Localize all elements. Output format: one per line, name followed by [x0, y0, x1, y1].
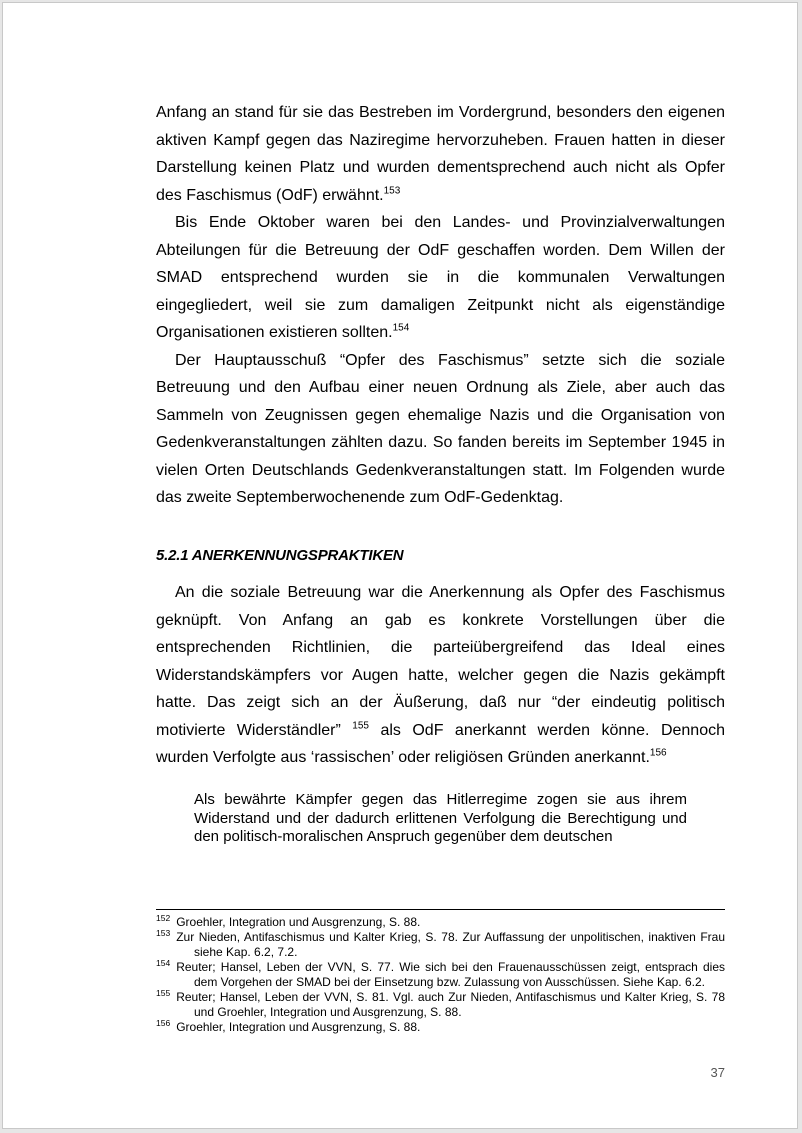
footnote-156 [156, 1020, 725, 1035]
footnote-152 [156, 915, 725, 930]
footnote-text: Groehler, Integration und Ausgrenzung, S. 88. [176, 1020, 421, 1034]
paragraph-2-text: Bis Ende Oktober waren bei den Landes- und Provinzialverwaltungen Abteilungen für die Betreuung der OdF geschaffen worden. Dem Willen der SMAD entsprechend wurden sie in die kommunalen Verwaltungen eingegliedert, weil sie zum damaligen Zeitpunkt nicht als eigenständige Organisationen existieren sollten. [156, 214, 725, 341]
footnote-155 [156, 990, 725, 1020]
section-body [156, 579, 725, 772]
block-quote: Als bewährte Kämpfer gegen das Hitlerregime zogen sie aus ihrem Widerstand und der dadurch erlittenen Verfolgung die Berechtigung und den politisch-moralischen Anspruch gegenüber dem deutschen [194, 791, 687, 845]
paragraph-1 [156, 99, 725, 209]
body-text [156, 99, 725, 512]
paragraph-1-text: Anfang an stand für sie das Bestreben im Vordergrund, besonders den eigenen aktiven Kampf gegen das Naziregime hervorzuheben. Frauen hatten in dieser Darstellung keinen Platz und wurden dementsprechend auch nicht als Opfer des Faschismus (OdF) erwähnt. [156, 104, 725, 204]
footnote-separator [156, 909, 725, 910]
footnote-number: 152 [156, 913, 171, 923]
paragraph-2 [156, 209, 725, 347]
footnote-ref-154[interactable]: 154 [392, 322, 410, 334]
page-number: 37 [710, 1065, 725, 1080]
footnote-154 [156, 960, 725, 990]
footnotes [156, 915, 725, 1035]
footnote-ref-153[interactable]: 153 [383, 185, 401, 197]
document-page [2, 2, 798, 1129]
paragraph-3 [156, 347, 725, 512]
section-paragraph-text-1: An die soziale Betreuung war die Anerkennung als Opfer des Faschismus geknüpft. Von Anfang an gab es konkrete Vorstellungen über die entsprechenden Richtlinien, die parteiübergreifend das Ideal eines Widerstandskämpfers vor Augen hatte, welcher gegen die Nazis gekämpft hatte. Das zeigt sich an der Äußerung, daß nur “der eindeutig politisch motivierte Widerständler” [156, 584, 725, 739]
footnote-text: Zur Nieden, Antifaschismus und Kalter Krieg, S. 78. Zur Auffassung der unpolitischen, inaktiven Frau siehe Kap. 6.2, 7.2. [176, 930, 725, 959]
footnote-number: 154 [156, 958, 171, 968]
footnote-text: Reuter; Hansel, Leben der VVN, S. 77. Wie sich bei den Frauenausschüssen zeigt, entsprach dies dem Vorgehen der SMAD bei der Einsetzung bzw. Zulassung von Ausschüssen. Siehe Kap. 6.2. [176, 960, 725, 989]
footnote-153 [156, 930, 725, 960]
footnote-number: 153 [156, 928, 171, 938]
paragraph-3-text: Der Hauptausschuß “Opfer des Faschismus” setzte sich die soziale Betreuung und den Aufbau einer neuen Ordnung als Ziele, aber auch das Sammeln von Zeugnissen gegen ehemalige Nazis und die Organisation von Gedenkveranstaltungen zählten dazu. So fanden bereits im September 1945 in vielen Orten Deutschlands Gedenkveranstaltungen statt. Im Folgenden wurde das zweite Septemberwochenende zum OdF-Gedenktag. [156, 351, 725, 506]
section-paragraph-text-2: als OdF anerkannt werden könne. Dennoch wurden Verfolgte aus ‘rassischen’ oder religiösen Gründen anerkannt. [156, 721, 725, 766]
section-heading: 5.2.1 ANERKENNUNGSPRAKTIKEN [156, 547, 404, 564]
footnote-ref-155[interactable]: 155 [352, 720, 369, 732]
footnote-number: 156 [156, 1018, 171, 1028]
footnote-number: 155 [156, 988, 171, 998]
section-paragraph [156, 579, 725, 772]
footnote-text: Reuter; Hansel, Leben der VVN, S. 81. Vgl. auch Zur Nieden, Antifaschismus und Kalter Krieg, S. 78 und Groehler, Integration und Ausgrenzung, S. 88. [176, 990, 725, 1019]
footnote-ref-156[interactable]: 156 [649, 747, 667, 759]
footnote-text: Groehler, Integration und Ausgrenzung, S. 88. [176, 915, 421, 929]
